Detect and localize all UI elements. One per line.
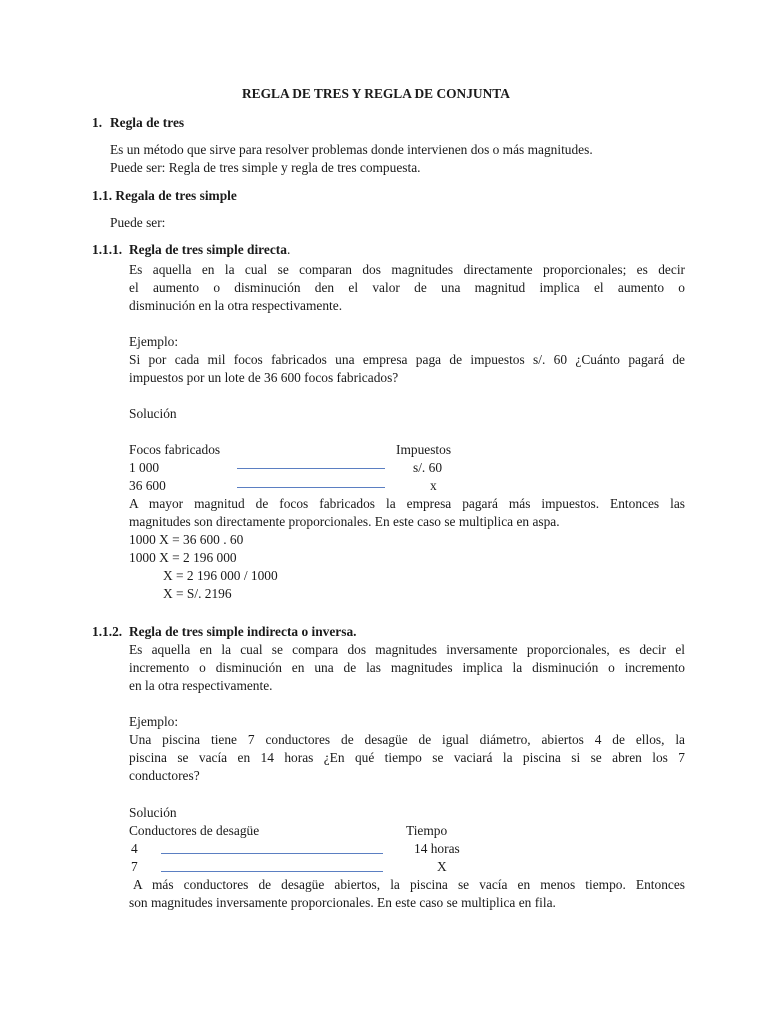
section-1-1-heading: 1.1. Regala de tres simple — [92, 188, 237, 203]
s112-row-1-line — [161, 853, 383, 854]
section-1-number: 1. — [92, 115, 103, 130]
section-1-heading: Regla de tres — [110, 115, 185, 130]
s111-equation-4: X = S/. 2196 — [163, 586, 232, 601]
s111-explanation-line-1: A mayor magnitud de focos fabricados la empresa pagará más impuestos. Entonces las — [129, 496, 685, 511]
section-1-1-2-heading: Regla de tres simple indirecta o inversa. — [129, 624, 357, 639]
s112-ejemplo-line-1: Una piscina tiene 7 conductores de desagüe de igual diámetro, abiertos 4 de ellos, la — [129, 732, 685, 747]
s112-explanation-line-2: son magnitudes inversamente proporcionales. En este caso se multiplica en fila. — [129, 895, 556, 910]
s111-solucion-label: Solución — [129, 406, 177, 421]
s111-row-1-value-b: s/. 60 — [413, 460, 443, 475]
section-1-1-1-heading-period: . — [286, 242, 291, 257]
s112-row-2-value-b: X — [437, 859, 447, 874]
s112-row-2-value-a: 7 — [131, 859, 138, 874]
s111-explanation-line-2: magnitudes son directamente proporcionales. En este caso se multiplica en aspa. — [129, 514, 560, 529]
s112-row-2-line — [161, 871, 383, 872]
s111-ejemplo-line-2: impuestos por un lote de 36 600 focos fabricados? — [129, 370, 399, 385]
s112-ejemplo-line-2: piscina se vacía en 14 horas ¿En qué tiempo se vaciará la piscina si se abren los 7 — [129, 750, 685, 765]
s112-column-header-2: Tiempo — [406, 823, 448, 838]
s111-text-line-2: el aumento o disminución den el valor de una magnitud implica el aumento o — [129, 280, 685, 295]
s112-column-header-1: Conductores de desagüe — [129, 823, 260, 838]
page-title: REGLA DE TRES Y REGLA DE CONJUNTA — [242, 86, 510, 101]
s112-row-1-value-a: 4 — [131, 841, 138, 856]
s111-row-2-line — [237, 487, 385, 488]
section-1-1-1-heading: Regla de tres simple directa — [129, 242, 287, 257]
s111-equation-1: 1000 X = 36 600 . 60 — [129, 532, 244, 547]
s112-text-line-2: incremento o disminución en una de las magnitudes implica la disminución o incremento — [129, 660, 685, 675]
s112-row-1-value-b: 14 horas — [414, 841, 460, 856]
section-1-1-1-number: 1.1.1. — [92, 242, 123, 257]
s111-ejemplo-line-1: Si por cada mil focos fabricados una empresa paga de impuestos s/. 60 ¿Cuánto pagará de — [129, 352, 685, 367]
s111-ejemplo-label: Ejemplo: — [129, 334, 179, 349]
s112-text-line-3: en la otra respectivamente. — [129, 678, 273, 693]
s111-text-line-3: disminución en la otra respectivamente. — [129, 298, 343, 313]
s111-equation-3: X = 2 196 000 / 1000 — [163, 568, 278, 583]
s111-row-2-value-b: x — [430, 478, 437, 493]
s111-row-1-value-a: 1 000 — [129, 460, 160, 475]
s111-column-header-1: Focos fabricados — [129, 442, 221, 457]
s112-solucion-label: Solución — [129, 805, 177, 820]
s112-ejemplo-line-3: conductores? — [129, 768, 200, 783]
section-1-text-line-2: Puede ser: Regla de tres simple y regla de tres compuesta. — [110, 160, 421, 175]
s112-explanation-line-1: A más conductores de desagüe abiertos, la piscina se vacía en menos tiempo. Entonces — [133, 877, 685, 892]
s111-row-1-line — [237, 468, 385, 469]
s111-equation-2: 1000 X = 2 196 000 — [129, 550, 237, 565]
s112-ejemplo-label: Ejemplo: — [129, 714, 179, 729]
section-1-1-text: Puede ser: — [110, 215, 166, 230]
section-1-text-line-1: Es un método que sirve para resolver problemas donde intervienen dos o más magnitudes. — [110, 142, 593, 157]
section-1-1-1-heading-wrap — [129, 241, 290, 259]
s111-row-2-value-a: 36 600 — [129, 478, 166, 493]
s111-text-line-1: Es aquella en la cual se comparan dos magnitudes directamente proporcionales; es decir — [129, 262, 685, 277]
s111-column-header-2: Impuestos — [396, 442, 452, 457]
s112-text-line-1: Es aquella en la cual se compara dos magnitudes inversamente proporcionales, es decir el — [129, 642, 685, 657]
section-1-1-2-number: 1.1.2. — [92, 624, 123, 639]
